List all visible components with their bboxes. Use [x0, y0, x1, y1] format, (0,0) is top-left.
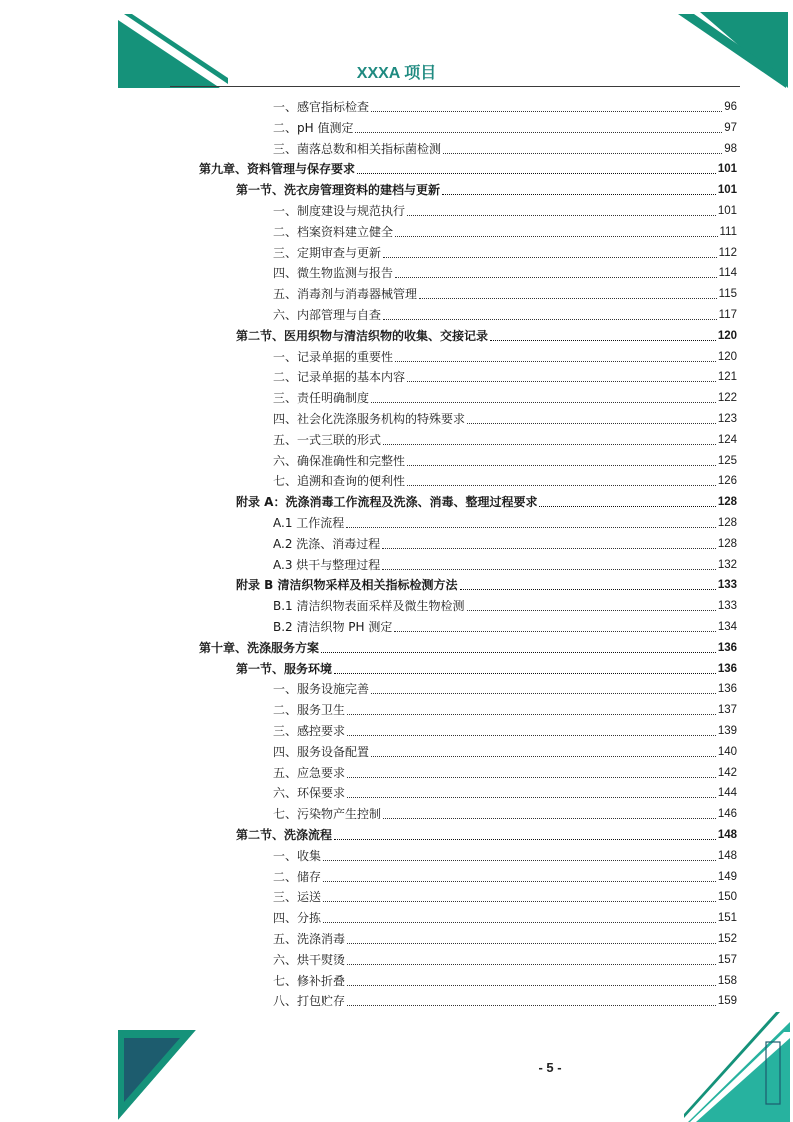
toc-entry-page: 133	[717, 600, 737, 613]
toc-entry-page: 101	[717, 205, 737, 217]
toc-entry-page: 114	[718, 267, 737, 280]
toc-entry[interactable]	[273, 785, 737, 801]
toc-entry-title: 三、定期审查与更新	[273, 245, 382, 260]
toc-entry[interactable]	[273, 536, 737, 552]
toc-dot-leader	[382, 548, 716, 549]
toc-entry-page: 112	[718, 246, 737, 259]
toc-entry-title: 四、社会化洗涤服务机构的特殊要求	[273, 412, 466, 426]
toc-entry-title: 一、服务设施完善	[273, 682, 370, 697]
toc-dot-leader	[347, 1005, 716, 1006]
toc-entry-page: 120	[717, 350, 737, 363]
toc-dot-leader	[355, 132, 722, 133]
toc-dot-leader	[383, 444, 716, 445]
toc-entry-page: 142	[717, 766, 737, 779]
toc-entry-page: 159	[717, 995, 737, 1008]
toc-dot-leader	[323, 901, 716, 902]
toc-entry[interactable]	[273, 557, 737, 573]
toc-entry[interactable]	[273, 952, 737, 968]
toc-entry[interactable]	[273, 473, 737, 489]
toc-entry[interactable]	[273, 702, 737, 718]
toc-dot-leader	[407, 485, 716, 486]
toc-entry-title: 附录 A：洗涤消毒工作流程及洗涤、消毒、整理过程要求	[236, 495, 538, 510]
toc-entry-title: 二、服务卫生	[273, 703, 346, 718]
toc-entry[interactable]	[273, 723, 737, 739]
toc-entry[interactable]	[273, 869, 737, 885]
toc-entry[interactable]	[273, 619, 737, 635]
toc-entry-page: 117	[718, 309, 737, 321]
toc-entry[interactable]	[273, 224, 737, 240]
toc-entry-page: 101	[717, 163, 737, 176]
toc-entry[interactable]	[273, 806, 737, 822]
toc-entry[interactable]	[273, 245, 737, 261]
toc-dot-leader	[395, 236, 718, 237]
toc-entry-page: 96	[724, 101, 737, 113]
toc-entry-page: 140	[717, 745, 737, 758]
toc-entry[interactable]	[273, 973, 737, 989]
toc-dot-leader	[407, 465, 716, 466]
header-divider	[170, 86, 740, 87]
toc-entry[interactable]	[273, 931, 737, 947]
toc-dot-leader	[383, 257, 717, 258]
toc-dot-leader	[442, 194, 716, 195]
toc-entry[interactable]	[273, 598, 737, 614]
toc-entry-page: 122	[717, 392, 737, 405]
toc-dot-leader	[347, 777, 716, 778]
toc-entry-page: 120	[717, 329, 737, 342]
toc-entry[interactable]	[273, 141, 737, 157]
toc-entry-title: A.1 工作流程	[273, 516, 345, 530]
toc-entry[interactable]	[273, 120, 737, 136]
toc-dot-leader	[395, 361, 716, 362]
toc-dot-leader	[347, 714, 716, 715]
toc-entry[interactable]	[273, 99, 737, 115]
toc-entry-page: 128	[717, 517, 737, 529]
toc-dot-leader	[443, 153, 722, 154]
toc-entry-title: A.2 洗涤、消毒过程	[273, 536, 381, 551]
toc-dot-leader	[323, 860, 716, 861]
toc-entry-page: 149	[717, 870, 737, 883]
toc-dot-leader	[383, 818, 716, 819]
toc-entry-title: 五、一式三联的形式	[273, 432, 382, 447]
toc-dot-leader	[383, 319, 717, 320]
page-number: - 5 -	[538, 1060, 562, 1075]
toc-entry[interactable]	[273, 349, 737, 365]
toc-entry-page: 136	[717, 641, 737, 654]
toc-entry-page: 137	[717, 704, 737, 717]
toc-entry-page: 151	[717, 912, 737, 925]
toc-dot-leader	[346, 527, 716, 528]
toc-dot-leader	[407, 381, 716, 382]
toc-entry-title: 六、内部管理与自查	[273, 308, 382, 322]
toc-entry-title: 一、感官指标检查	[273, 100, 370, 114]
toc-entry-title: 一、制度建设与规范执行	[273, 204, 406, 218]
toc-entry[interactable]	[236, 328, 737, 344]
toc-dot-leader	[347, 964, 716, 965]
toc-entry[interactable]	[273, 307, 737, 323]
toc-entry-title: 三、感控要求	[273, 724, 346, 738]
toc-entry-page: 136	[717, 683, 737, 696]
toc-entry[interactable]	[273, 515, 737, 531]
toc-dot-leader	[371, 693, 716, 694]
toc-entry-title: 八、打包贮存	[273, 994, 346, 1009]
toc-entry-page: 132	[717, 558, 737, 571]
toc-entry-title: 第九章、资料管理与保存要求	[199, 162, 356, 177]
toc-entry-title: 二、储存	[273, 869, 322, 884]
toc-dot-leader	[467, 610, 716, 611]
toc-entry-title: 二、pH 值测定	[273, 120, 354, 135]
toc-entry[interactable]	[199, 640, 737, 656]
toc-dot-leader	[357, 173, 716, 174]
toc-entry-page: 128	[717, 537, 737, 550]
toc-entry-page: 144	[717, 787, 737, 800]
toc-entry-page: 146	[717, 808, 737, 821]
toc-entry[interactable]	[273, 203, 737, 219]
toc-entry-title: 一、记录单据的重要性	[273, 349, 394, 364]
toc-entry[interactable]	[236, 661, 737, 677]
toc-entry-page: 125	[717, 454, 737, 467]
toc-entry-page: 133	[717, 579, 737, 592]
toc-entry-page: 158	[717, 974, 737, 987]
toc-entry-title: 第十章、洗涤服务方案	[199, 640, 320, 655]
toc-dot-leader	[371, 111, 722, 112]
toc-dot-leader	[334, 673, 716, 674]
toc-entry-title: A.3 烘干与整理过程	[273, 557, 381, 572]
toc-entry-title: 六、烘干熨烫	[273, 952, 346, 967]
toc-entry-title: 四、分拣	[273, 911, 322, 926]
toc-entry[interactable]	[273, 286, 737, 302]
toc-dot-leader	[347, 735, 716, 736]
toc-entry[interactable]	[273, 744, 737, 760]
toc-entry[interactable]	[236, 494, 737, 510]
toc-entry-page: 148	[717, 829, 737, 841]
toc-entry-title: 四、微生物监测与报告	[273, 266, 394, 281]
toc-entry[interactable]	[273, 889, 737, 905]
toc-entry[interactable]	[273, 910, 737, 926]
toc-entry[interactable]	[236, 577, 737, 593]
toc-entry-page: 152	[717, 933, 737, 945]
toc-entry[interactable]	[273, 453, 737, 469]
toc-entry-title: 附录 B 清洁织物采样及相关指标检测方法	[236, 578, 458, 593]
toc-entry[interactable]	[273, 765, 737, 781]
toc-entry-page: 115	[718, 288, 737, 301]
toc-entry[interactable]	[273, 411, 737, 427]
toc-entry[interactable]	[199, 161, 737, 177]
toc-dot-leader	[539, 506, 715, 507]
toc-dot-leader	[323, 881, 716, 882]
toc-entry-title: 五、应急要求	[273, 765, 346, 780]
toc-dot-leader	[321, 652, 716, 653]
toc-entry-title: 第二节、医用织物与清洁织物的收集、交接记录	[236, 328, 489, 343]
toc-entry-page: 97	[724, 121, 737, 134]
toc-entry-title: 三、责任明确制度	[273, 391, 370, 406]
toc-entry-title: 三、运送	[273, 890, 322, 905]
toc-entry[interactable]	[273, 681, 737, 697]
toc-entry-title: 第一节、服务环境	[236, 661, 333, 676]
toc-entry-page: 128	[717, 496, 737, 509]
toc-entry-title: 四、服务设备配置	[273, 744, 370, 759]
toc-dot-leader	[419, 298, 717, 299]
toc-dot-leader	[371, 402, 716, 403]
toc-entry-title: B.1 清洁织物表面采样及微生物检测	[273, 599, 465, 614]
toc-entry-page: 124	[717, 433, 737, 446]
bottom-left-decoration	[118, 1030, 198, 1122]
toc-entry-title: B.2 清洁织物 PH 测定	[273, 620, 393, 634]
toc-entry-page: 98	[724, 142, 737, 155]
toc-dot-leader	[460, 589, 716, 590]
toc-dot-leader	[467, 423, 716, 424]
toc-entry[interactable]	[273, 993, 737, 1009]
toc-entry-page: 139	[717, 725, 737, 737]
toc-entry-title: 六、确保准确性和完整性	[273, 453, 406, 468]
toc-entry-title: 二、记录单据的基本内容	[273, 370, 406, 385]
toc-dot-leader	[407, 215, 716, 216]
toc-entry[interactable]	[236, 827, 737, 843]
toc-entry-page: 157	[717, 953, 737, 966]
toc-entry[interactable]	[273, 432, 737, 448]
toc-entry-page: 101	[717, 184, 737, 197]
header-title: XXXA 项目	[356, 65, 437, 82]
toc-dot-leader	[371, 756, 716, 757]
toc-dot-leader	[347, 943, 716, 944]
toc-entry-page: 126	[717, 475, 737, 488]
toc-dot-leader	[347, 985, 716, 986]
toc-entry-title: 七、修补折叠	[273, 973, 346, 988]
toc-entry-title: 三、菌落总数和相关指标菌检测	[273, 141, 442, 156]
toc-entry[interactable]	[273, 369, 737, 385]
toc-dot-leader	[490, 340, 716, 341]
toc-dot-leader	[334, 839, 716, 840]
toc-entry-title: 七、追溯和查询的便利性	[273, 474, 406, 489]
toc-entry-title: 第二节、洗涤流程	[236, 828, 333, 842]
toc-dot-leader	[323, 922, 716, 923]
toc-entry-title: 七、污染物产生控制	[273, 807, 382, 822]
toc-entry[interactable]	[273, 848, 737, 864]
toc-entry[interactable]	[236, 182, 737, 198]
toc-entry-page: 134	[717, 621, 737, 633]
toc-entry-page: 150	[717, 891, 737, 904]
toc-entry-title: 第一节、洗衣房管理资料的建档与更新	[236, 183, 441, 198]
toc-entry[interactable]	[273, 390, 737, 406]
toc-entry-page: 111	[719, 225, 737, 238]
toc-entry-title: 六、环保要求	[273, 786, 346, 801]
toc-entry-page: 148	[717, 849, 737, 862]
toc-entry-page: 136	[717, 662, 737, 675]
toc-entry[interactable]	[273, 265, 737, 281]
toc-entry-title: 五、消毒剂与消毒器械管理	[273, 287, 418, 302]
toc-dot-leader	[395, 277, 717, 278]
toc-entry-title: 五、洗涤消毒	[273, 932, 346, 946]
toc-entry-page: 121	[717, 371, 737, 384]
toc-dot-leader	[347, 797, 716, 798]
toc-dot-leader	[382, 569, 716, 570]
toc-entry-title: 一、收集	[273, 848, 322, 863]
toc-dot-leader	[394, 631, 715, 632]
toc-entry-page: 123	[717, 413, 737, 425]
toc-entry-title: 二、档案资料建立健全	[273, 224, 394, 239]
